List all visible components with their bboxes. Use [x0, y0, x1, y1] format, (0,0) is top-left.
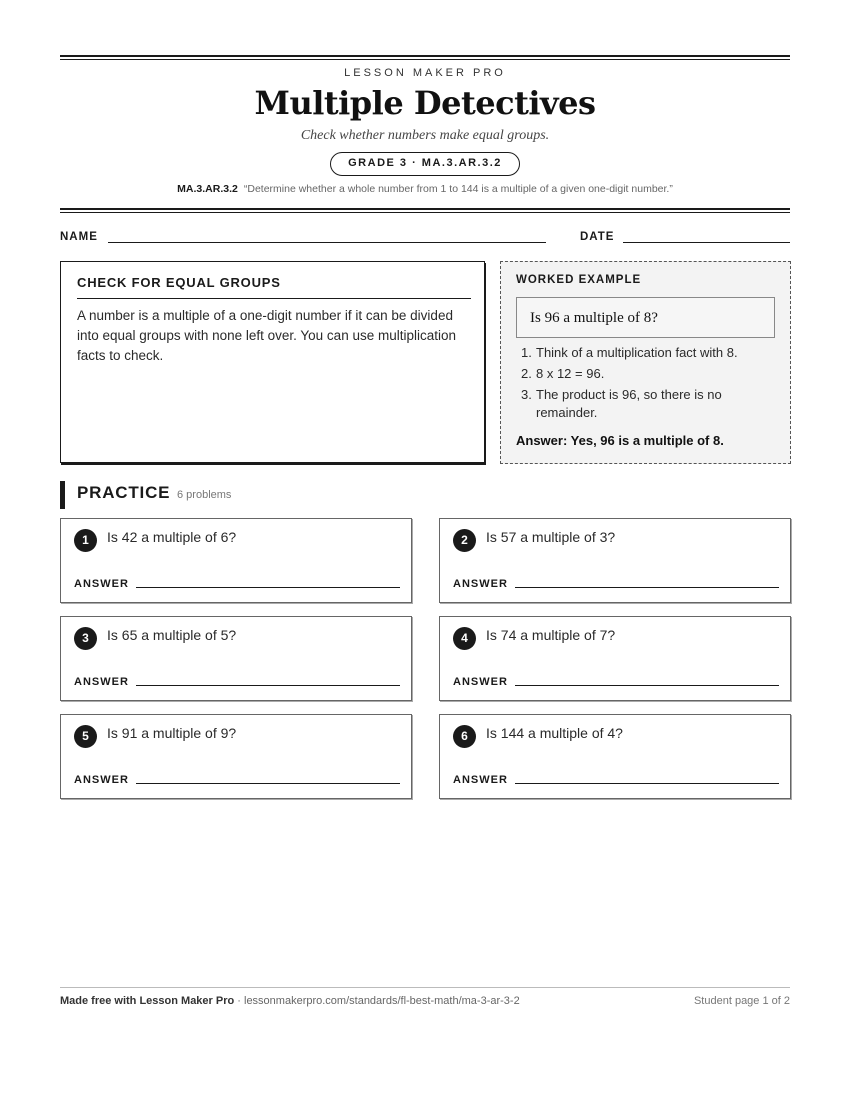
example-steps	[516, 344, 776, 425]
header-top-rule	[60, 55, 790, 60]
footer-rule	[60, 987, 790, 988]
problem-card-2	[439, 518, 791, 603]
footer-credit	[60, 995, 520, 1007]
example-step: 2. 8 x 12 = 96.	[521, 366, 605, 381]
worked-example-box	[500, 261, 791, 464]
answer-field[interactable]	[515, 587, 779, 588]
answer-label: ANSWER	[74, 578, 129, 590]
problem-number-badge: 2	[453, 529, 476, 552]
header-bottom-rule	[60, 208, 790, 213]
problem-question: Is 74 a multiple of 7?	[486, 627, 616, 643]
answer-field[interactable]	[136, 783, 400, 784]
page-subtitle: Check whether numbers make equal groups.	[300, 128, 550, 143]
page-title: Multiple Detectives	[254, 84, 596, 122]
problem-number-badge: 6	[453, 725, 476, 748]
standard-description	[60, 183, 790, 195]
answer-label: ANSWER	[74, 676, 129, 688]
footer-made-with: Made free with Lesson Maker Pro	[60, 995, 235, 1007]
problem-question: Is 65 a multiple of 5?	[107, 627, 237, 643]
name-field[interactable]	[108, 242, 546, 243]
date-field[interactable]	[623, 242, 790, 243]
answer-label: ANSWER	[453, 676, 508, 688]
footer-url[interactable]: · lessonmakerpro.com/standards/fl-best-math/ma-3-ar-3-2	[234, 995, 520, 1007]
problem-question: Is 144 a multiple of 4?	[486, 725, 623, 741]
practice-title: PRACTICE	[77, 483, 171, 502]
name-label: NAME	[60, 231, 98, 243]
problem-card-1	[60, 518, 412, 603]
info-heading: CHECK FOR EQUAL GROUPS	[77, 275, 471, 299]
problem-number-badge: 4	[453, 627, 476, 650]
practice-accent-bar	[60, 481, 65, 509]
problem-question: Is 57 a multiple of 3?	[486, 529, 616, 545]
problem-question: Is 42 a multiple of 6?	[107, 529, 237, 545]
answer-field[interactable]	[515, 783, 779, 784]
example-question: Is 96 a multiple of 8?	[516, 297, 775, 338]
date-label: DATE	[580, 231, 615, 243]
standard-text: “Determine whether a whole number from 1 to 144 is a multiple of a given one-digit number.”	[243, 183, 673, 195]
equal-groups-info-box	[60, 261, 485, 463]
standard-code: MA.3.AR.3.2	[177, 183, 238, 195]
problem-number-badge: 3	[74, 627, 97, 650]
answer-label: ANSWER	[74, 774, 129, 786]
practice-count: 6 problems	[177, 489, 232, 501]
example-step: 3. The product is 96, so there is no remainder.	[521, 387, 722, 420]
brand-name: LESSON MAKER PRO	[344, 67, 506, 79]
problem-card-4	[439, 616, 791, 701]
problem-question: Is 91 a multiple of 9?	[107, 725, 237, 741]
example-answer: Answer: Yes, 96 is a multiple of 8.	[516, 433, 724, 448]
problem-number-badge: 1	[74, 529, 97, 552]
problem-card-3	[60, 616, 412, 701]
footer-page-number: Student page 1 of 2	[693, 995, 790, 1007]
problem-card-6	[439, 714, 791, 799]
answer-field[interactable]	[136, 685, 400, 686]
answer-field[interactable]	[136, 587, 400, 588]
answer-label: ANSWER	[453, 578, 508, 590]
example-heading: WORKED EXAMPLE	[516, 274, 642, 286]
answer-label: ANSWER	[453, 774, 508, 786]
answer-field[interactable]	[515, 685, 779, 686]
grade-badge: GRADE 3 · MA.3.AR.3.2	[330, 152, 520, 176]
problem-number-badge: 5	[74, 725, 97, 748]
problem-card-5	[60, 714, 412, 799]
example-step: 1. Think of a multiplication fact with 8.	[521, 345, 738, 360]
info-body: A number is a multiple of a one-digit number if it can be divided into equal groups with none left over. You can use multiplication facts to check.	[77, 308, 457, 363]
